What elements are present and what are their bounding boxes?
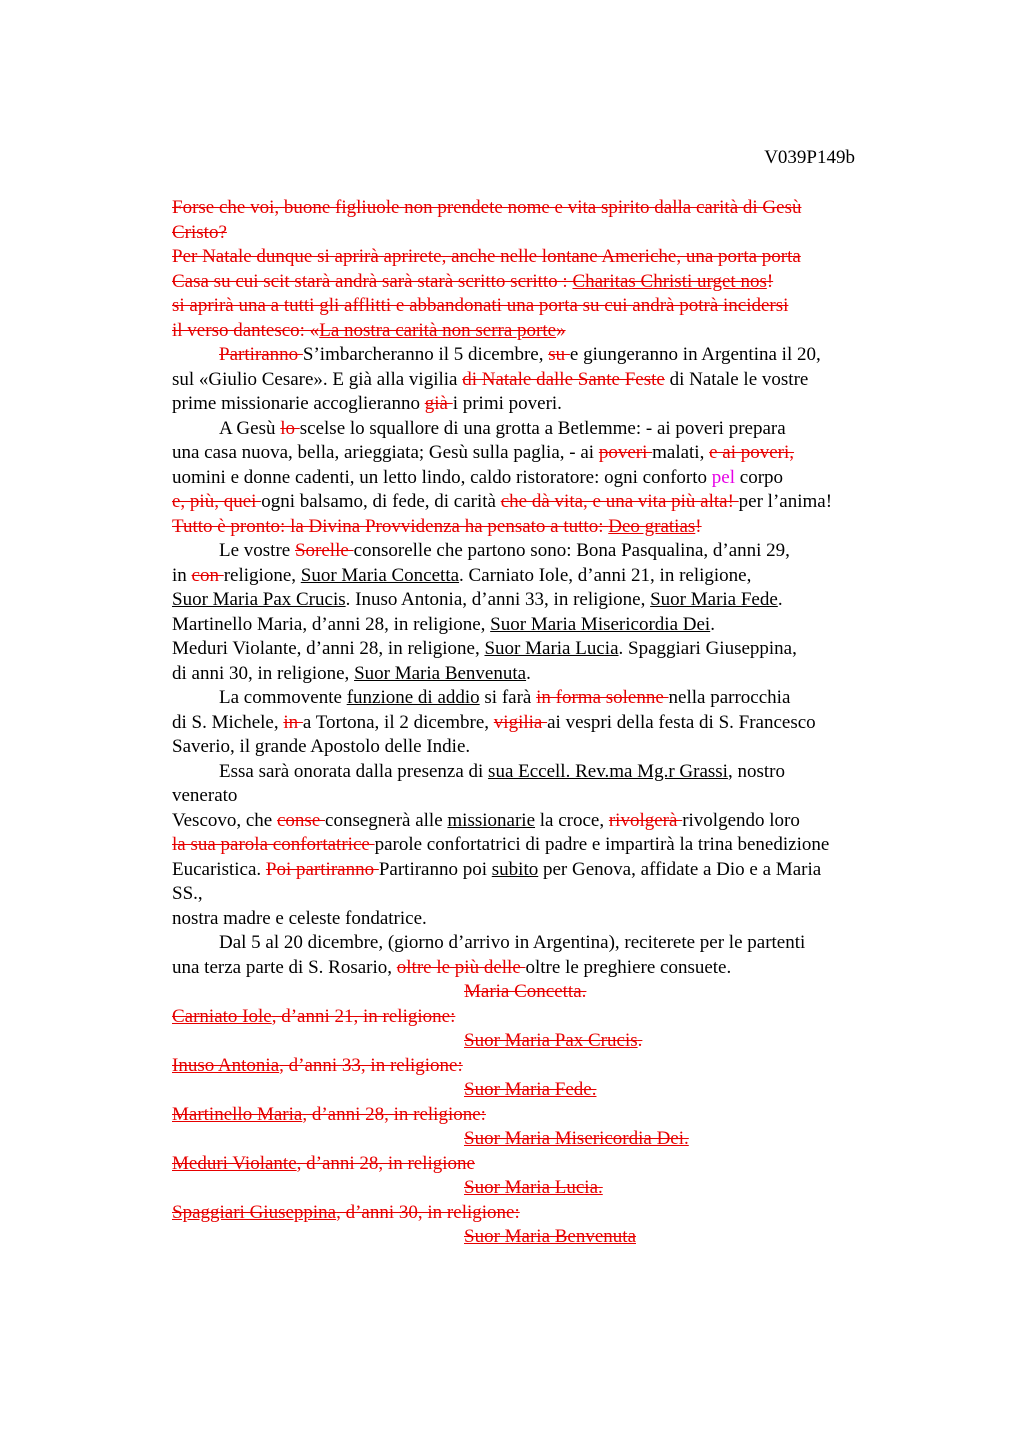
text-run: Dal 5 al 20 dicembre, (giorno d’arrivo in Argentina), reciterete per le partenti <box>219 932 806 953</box>
text-run: . <box>710 613 715 635</box>
text-line <box>172 686 902 711</box>
text-run: in <box>172 564 192 586</box>
deleted-text: e ai poveri, <box>709 442 795 463</box>
text-run: religione, <box>223 564 301 586</box>
text-run: una terza parte di S. Rosario, <box>172 956 397 978</box>
text-run: scelse lo squallore di una grotta a Betlemme: - ai poveri prepara <box>299 417 786 439</box>
deleted-text: ! <box>695 515 702 537</box>
text-run: per Genova, affidate a Dio e a Maria <box>538 858 822 880</box>
deleted-text: oltre le più delle <box>396 956 526 978</box>
deleted-text: Suor Maria Benvenuta <box>464 1226 637 1247</box>
text-run: una casa nuova, bella, arieggiata; Gesù sulla paglia, - ai <box>172 442 599 463</box>
deleted-text: conse <box>277 809 326 831</box>
text-run: . <box>777 589 783 610</box>
text-run: . Carniato Iole, d’anni 21, in religione, <box>459 564 752 586</box>
deleted-text: ! <box>766 270 774 292</box>
text-run: A Gesù <box>219 417 281 439</box>
text-run: Eucaristica. <box>172 858 266 880</box>
deleted-text: Carniato Iole <box>172 1005 272 1027</box>
deleted-text: , d’anni 30, in religione: <box>336 1201 520 1223</box>
text-line <box>172 515 902 540</box>
underlined-text: Suor Maria Benvenuta <box>354 662 527 684</box>
text-run: , nostro <box>727 760 785 782</box>
deleted-text: , d’anni 33, in religione: <box>279 1054 463 1076</box>
text-run: Partiranno poi <box>378 858 492 880</box>
underlined-text: subito <box>491 858 539 880</box>
deleted-text: , d’anni 28, in religione <box>296 1152 475 1174</box>
text-line <box>172 490 902 515</box>
text-run: di anni 30, in religione, <box>172 662 355 684</box>
text-run: . <box>526 662 531 684</box>
text-run: nella parrocchia <box>668 687 791 708</box>
text-line <box>172 294 902 319</box>
deleted-text: Cristo? <box>172 221 227 243</box>
deleted-text: rivolgerà <box>608 809 683 831</box>
text-line <box>172 343 902 368</box>
text-line <box>172 417 902 442</box>
text-line <box>172 1176 902 1201</box>
text-line <box>172 392 902 417</box>
text-line <box>172 1127 902 1152</box>
text-run: di Natale le vostre <box>664 368 809 390</box>
underlined-text: missionarie <box>447 809 536 831</box>
text-run: rivolgendo loro <box>682 809 800 831</box>
text-line <box>172 711 902 736</box>
document-body <box>172 196 902 1250</box>
deleted-text: su <box>548 344 570 365</box>
text-run: ogni balsamo, di fede, di carità <box>261 491 501 512</box>
deleted-text: Inuso Antonia <box>172 1054 280 1076</box>
deleted-text: lo <box>280 417 300 439</box>
deleted-text: Spaggiari Giuseppina <box>172 1201 337 1223</box>
text-line <box>172 1225 902 1250</box>
text-line <box>172 466 902 491</box>
underlined-text: Suor Maria Misericordia Dei <box>490 613 711 635</box>
text-run: per l’anima! <box>738 491 833 512</box>
text-run: di S. Michele, <box>172 711 284 733</box>
text-run: parole confortatrici di padre e impartirà la trina benedizione <box>374 834 830 855</box>
deleted-text: e, più, quei <box>172 491 262 512</box>
text-line <box>172 1152 902 1177</box>
text-run: corpo <box>735 466 784 488</box>
text-line <box>172 588 902 613</box>
text-run: Martinello Maria, d’anni 28, in religione, <box>172 613 491 635</box>
deleted-text: Partiranno <box>219 344 303 365</box>
deleted-text: , d’anni 28, in religione: <box>302 1103 486 1125</box>
underlined-text: funzione di addio <box>346 687 480 708</box>
text-line <box>172 662 902 687</box>
deleted-text: il verso dantesco: « <box>172 319 320 341</box>
underlined-text: Suor Maria Concetta <box>300 564 460 586</box>
text-line <box>172 931 902 956</box>
text-line <box>172 1078 902 1103</box>
deleted-text: Tutto è pronto: la Divina Provvidenza ha pensato a tutto: <box>172 515 609 537</box>
text-run: malati, <box>652 442 710 463</box>
deleted-text: Suor Maria Fede. <box>464 1079 597 1100</box>
text-line <box>172 882 902 907</box>
underlined-text: Suor Maria Fede <box>650 589 778 610</box>
page-identifier: V039P149b <box>764 147 855 168</box>
text-run: nostra madre e celeste fondatrice. <box>172 907 427 929</box>
deleted-text: che dà vita, e una vita più alta! <box>500 491 739 512</box>
text-run: consorelle che partono sono: Bona Pasqualina, d’anni 29, <box>353 540 790 561</box>
deleted-text: si aprirà una a tutti gli afflitti e abbandonati una porta su cui andrà potrà incidersi <box>172 295 789 316</box>
deleted-text: la sua parola confortatrice <box>172 834 375 855</box>
text-line <box>172 613 902 638</box>
text-line <box>172 221 902 246</box>
text-run: sul «Giulio Cesare». E già alla vigilia <box>172 368 463 390</box>
inserted-text: pel <box>711 466 736 488</box>
text-line <box>172 784 902 809</box>
text-line <box>172 564 902 589</box>
text-run: i primi poveri. <box>452 393 562 414</box>
underlined-text: Suor Maria Pax Crucis <box>172 589 346 610</box>
text-run: Saverio, il grande Apostolo delle Indie. <box>172 736 471 757</box>
text-line <box>172 833 902 858</box>
deleted-text: vigilia <box>493 711 548 733</box>
text-run: La commovente <box>219 687 347 708</box>
text-line <box>172 858 902 883</box>
text-line <box>172 956 902 981</box>
text-line <box>172 319 902 344</box>
text-run: e giungeranno in Argentina il 20, <box>569 344 821 365</box>
text-run: Vescovo, che <box>172 809 277 831</box>
text-run: la croce, <box>535 809 609 831</box>
deleted-text: . <box>637 1030 643 1051</box>
deleted-text: , d’anni 21, in religione: <box>271 1005 456 1027</box>
deleted-text: Deo gratias <box>608 515 696 537</box>
deleted-text: Meduri Violante <box>172 1152 297 1174</box>
text-run: Essa sarà onorata dalla presenza di <box>219 760 489 782</box>
text-line <box>172 368 902 393</box>
deleted-text: Suor Maria Lucia. <box>464 1177 603 1198</box>
text-run: Le vostre <box>219 540 295 561</box>
deleted-text: » <box>556 319 566 341</box>
text-line <box>172 1201 902 1226</box>
text-run: . Inuso Antonia, d’anni 33, in religione, <box>345 589 651 610</box>
text-run: SS., <box>172 883 203 904</box>
deleted-text: Martinello Maria <box>172 1103 303 1125</box>
deleted-text: Suor Maria Misericordia Dei. <box>464 1128 689 1149</box>
text-line <box>172 270 902 295</box>
deleted-text: in <box>283 711 303 733</box>
text-line <box>172 539 902 564</box>
deleted-text: Charitas Christi urget nos <box>572 270 767 292</box>
text-line <box>172 1103 902 1128</box>
text-run: ai vespri della festa di S. Francesco <box>547 711 816 733</box>
deleted-text: Casa su cui scit starà andrà sarà starà scritto scritto : <box>172 270 573 292</box>
deleted-text: Sorelle <box>294 540 354 561</box>
text-run: oltre le preghiere consuete. <box>525 956 732 978</box>
deleted-text: Forse che voi, buone figliuole non prendete nome e vita spirito dalla carità di Gesù <box>172 197 802 218</box>
deleted-text: Maria Concetta. <box>464 981 587 1002</box>
text-line <box>172 441 902 466</box>
deleted-text: già <box>424 393 453 414</box>
text-line <box>172 245 902 270</box>
text-run: . Spaggiari Giuseppina, <box>618 638 797 659</box>
text-line <box>172 907 902 932</box>
deleted-text: Suor Maria Pax Crucis <box>464 1030 638 1051</box>
text-line <box>172 637 902 662</box>
text-run: S’imbarcheranno il 5 dicembre, <box>302 344 549 365</box>
deleted-text: Poi partiranno <box>265 858 379 880</box>
text-run: a Tortona, il 2 dicembre, <box>302 711 494 733</box>
text-line <box>172 760 902 785</box>
underlined-text: Suor Maria Lucia <box>484 638 619 659</box>
text-line <box>172 809 902 834</box>
deleted-text: poveri <box>598 442 653 463</box>
text-line <box>172 1054 902 1079</box>
deleted-text: in forma solenne <box>536 687 669 708</box>
deleted-text: con <box>191 564 224 586</box>
deleted-text: Per Natale dunque si aprirà aprirete, anche nelle lontane Americhe, una porta porta <box>172 246 801 267</box>
deleted-text: La nostra carità non serra porte <box>319 319 557 341</box>
text-run: si farà <box>479 687 537 708</box>
text-line <box>172 1005 902 1030</box>
text-run: consegnerà alle <box>325 809 448 831</box>
text-line <box>172 1029 902 1054</box>
text-run: prime missionarie accoglieranno <box>172 393 425 414</box>
text-line <box>172 980 902 1005</box>
text-run: venerato <box>172 785 238 806</box>
text-run: uomini e donne cadenti, un letto lindo, caldo ristoratore: ogni conforto <box>172 466 712 488</box>
deleted-text: di Natale dalle Sante Feste <box>462 368 665 390</box>
text-line <box>172 196 902 221</box>
text-run: Meduri Violante, d’anni 28, in religione, <box>172 638 485 659</box>
underlined-text: sua Eccell. Rev.ma Mg.r Grassi <box>488 760 728 782</box>
text-line <box>172 735 902 760</box>
